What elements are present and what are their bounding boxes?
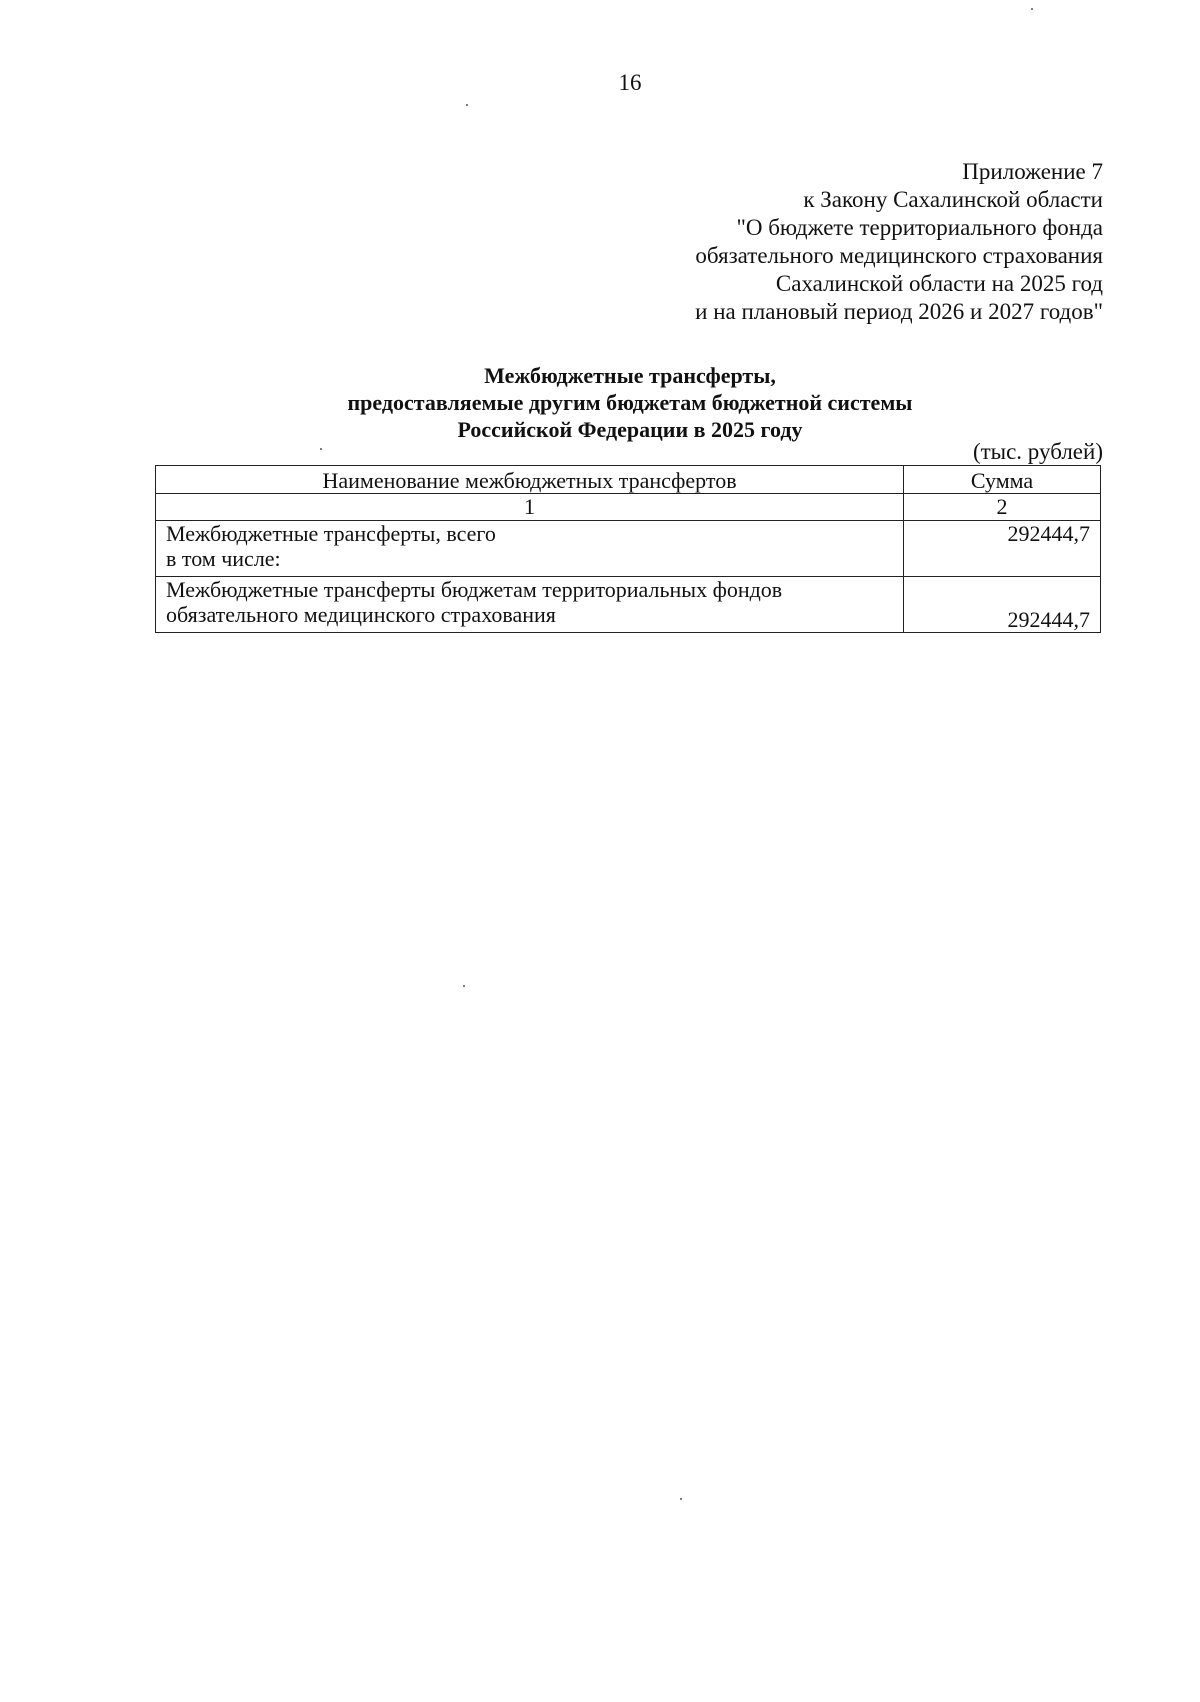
row-name-line: Межбюджетные трансферты, всего	[166, 521, 496, 546]
scan-speck	[466, 104, 468, 106]
row-sum: 292444,7	[904, 521, 1101, 577]
scan-speck	[680, 1498, 682, 1500]
row-name-line: Межбюджетные трансферты бюджетам территориальных фондов	[166, 577, 783, 602]
scan-speck	[463, 985, 465, 987]
header-sum: Сумма	[904, 466, 1101, 494]
unit-label: (тыс. рублей)	[972, 439, 1103, 464]
column-number: 2	[904, 494, 1101, 521]
column-number-row	[156, 494, 1101, 521]
title-line: Межбюджетные трансферты,	[484, 363, 776, 388]
row-name-line: в том числе:	[166, 546, 281, 571]
appendix-line: и на плановый период 2026 и 2027 годов"	[695, 299, 1103, 324]
row-name-line: обязательного медицинского страхования	[166, 602, 556, 627]
scan-speck	[320, 448, 322, 450]
document-title	[0, 362, 1200, 443]
page-number: 16	[618, 70, 642, 95]
row-sum: 292444,7	[904, 577, 1101, 633]
title-line: Российской Федерации в 2025 году	[457, 417, 803, 442]
appendix-line: Сахалинской области на 2025 год	[775, 271, 1103, 296]
row-name-cell	[156, 521, 904, 577]
transfers-table	[155, 465, 1101, 633]
appendix-line: "О бюджете территориального фонда	[736, 215, 1103, 240]
appendix-line: Приложение 7	[962, 159, 1103, 184]
appendix-line: к Закону Сахалинской области	[803, 187, 1103, 212]
column-number: 1	[156, 494, 904, 521]
header-name: Наименование межбюджетных трансфертов	[156, 466, 904, 494]
table-row	[156, 521, 1101, 577]
appendix-line: обязательного медицинского страхования	[695, 243, 1103, 268]
scan-speck	[1031, 8, 1033, 10]
row-name-cell	[156, 577, 904, 633]
appendix-reference	[695, 158, 1103, 326]
table-header-row	[156, 466, 1101, 494]
title-line: предоставляемые другим бюджетам бюджетной системы	[347, 390, 913, 415]
table-row	[156, 577, 1101, 633]
